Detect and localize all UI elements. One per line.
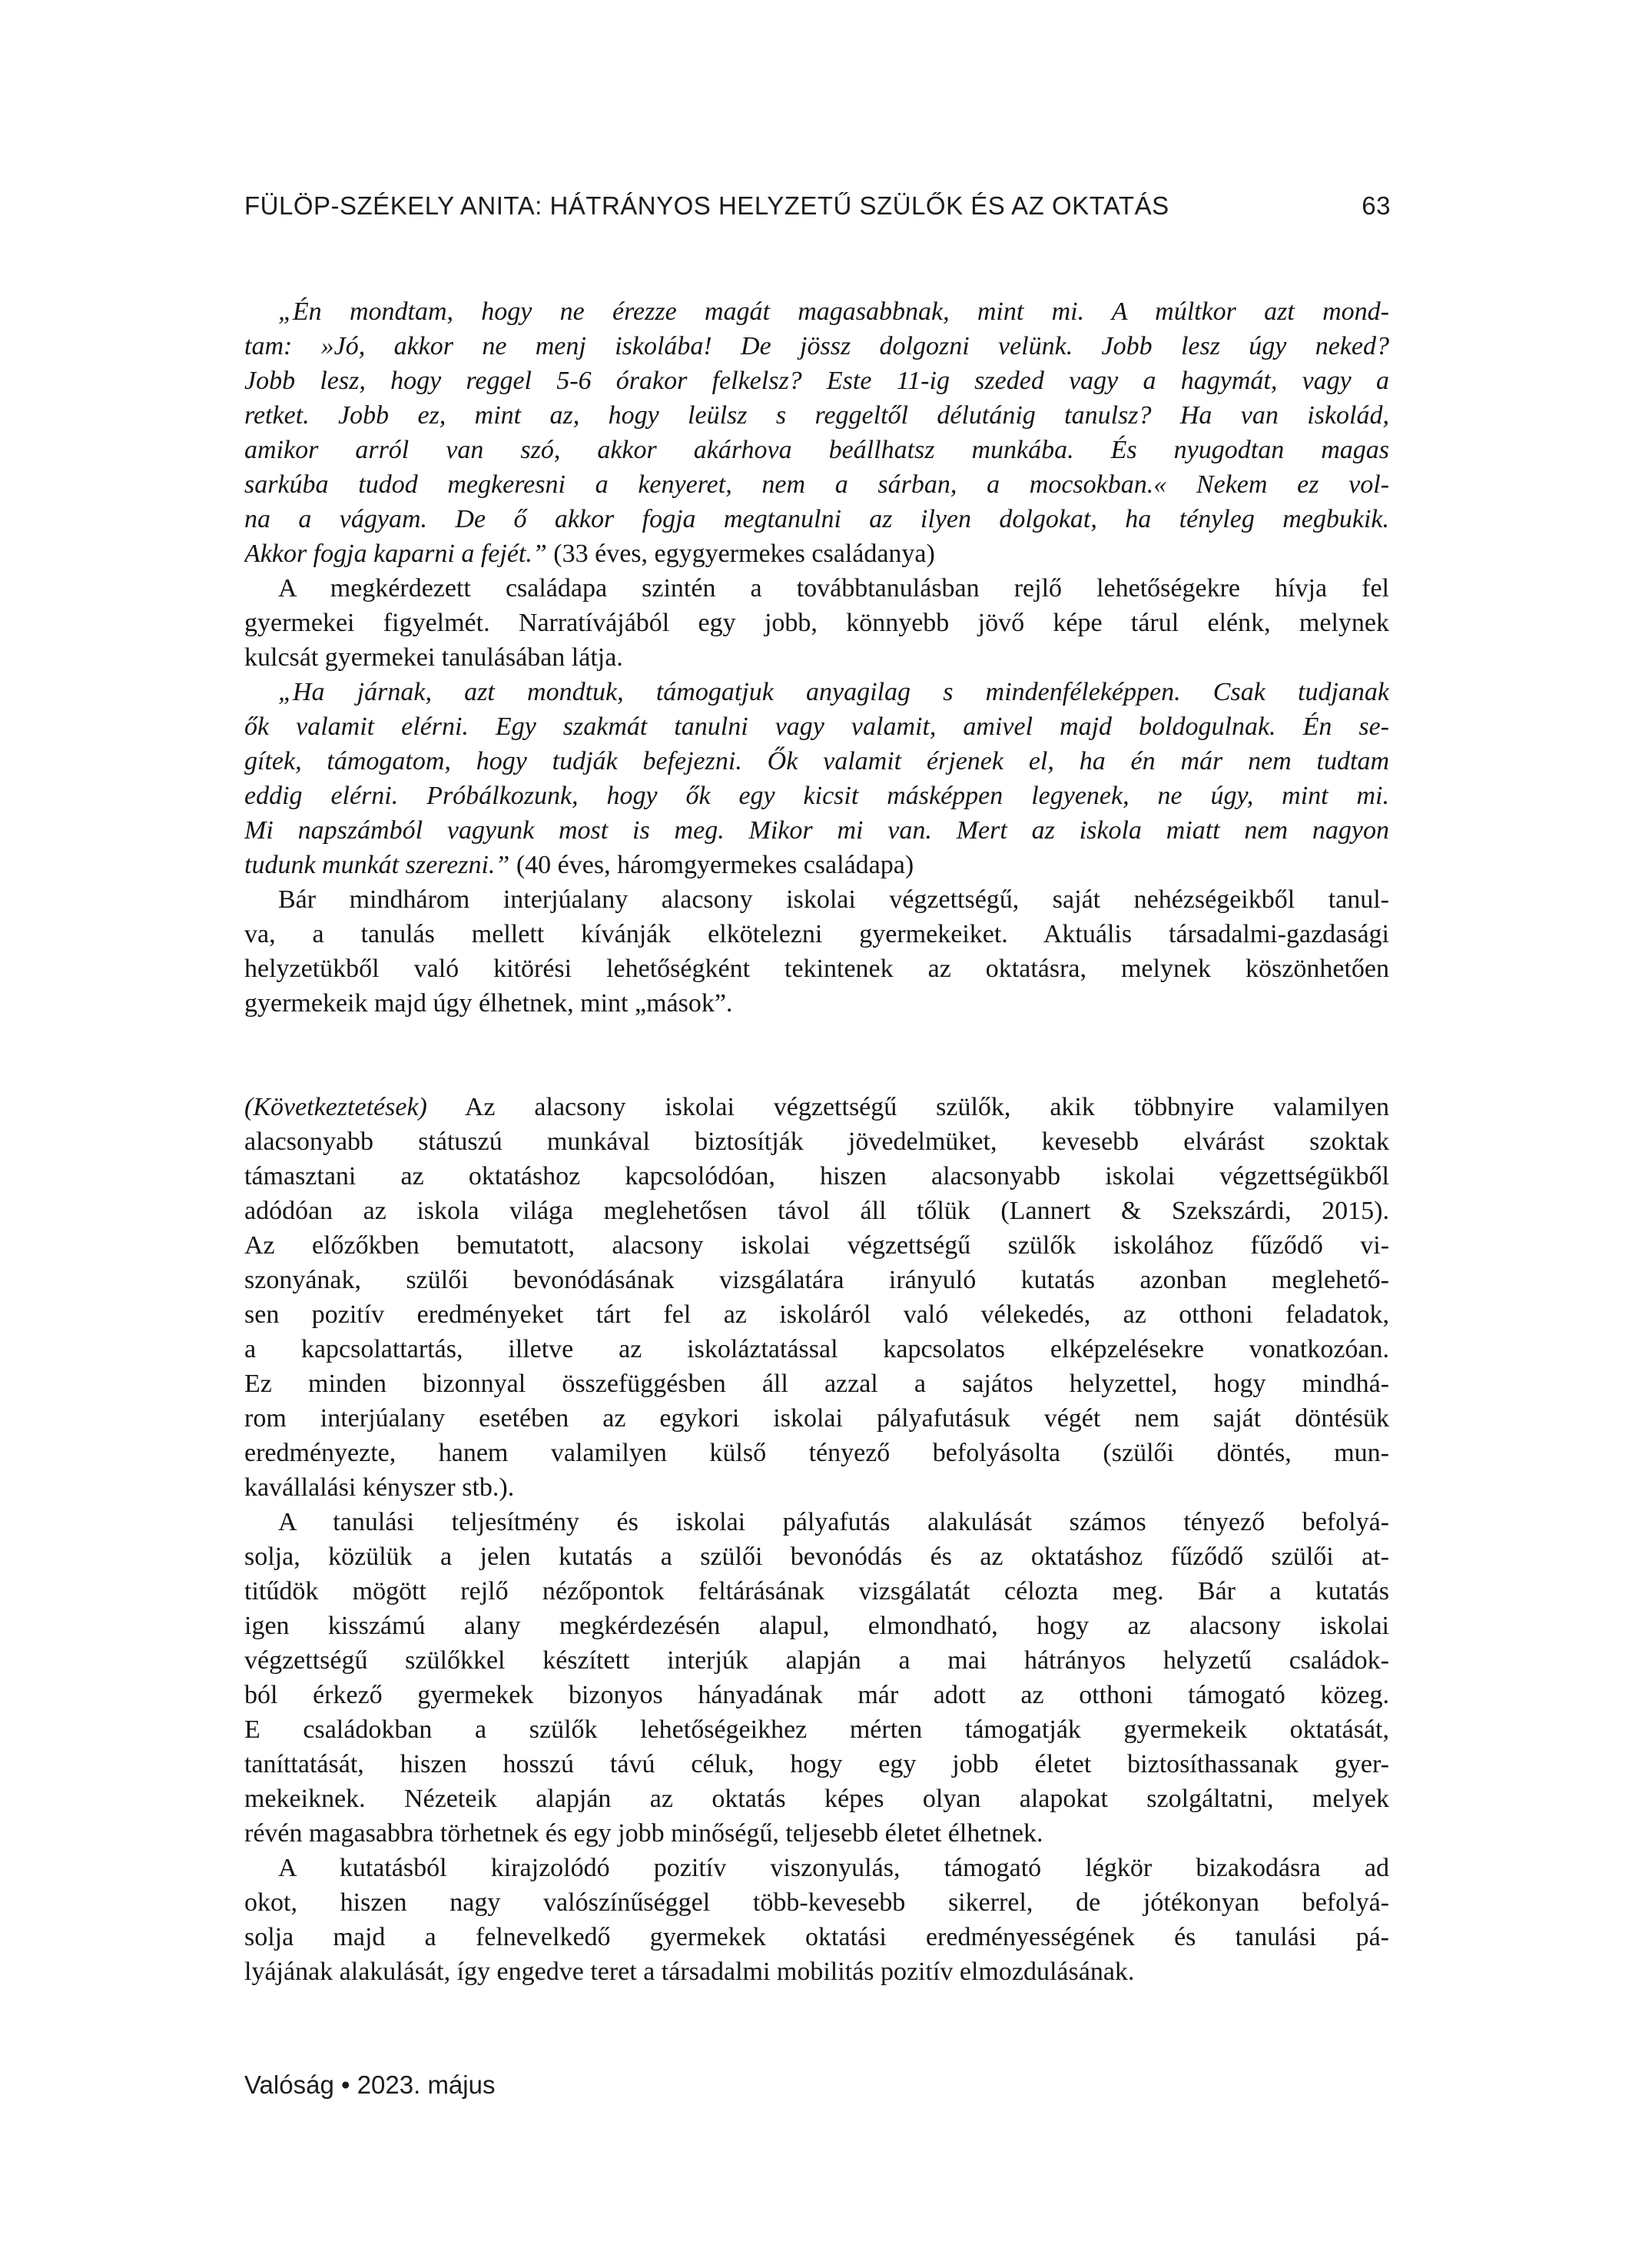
text-segment: igen kisszámú alany megkérdezésén alapul, elmondható, hogy az alacsony iskolai — [244, 1612, 1389, 1640]
text-segment: (33 éves, egygyermekes családanya) — [553, 540, 935, 568]
text-line — [244, 294, 1389, 329]
italic-text-segment: tam: »Jó, akkor ne menj iskolába! De jössz dolgozni velünk. Jobb lesz úgy neked? — [244, 332, 1389, 360]
paragraph — [244, 1851, 1389, 1989]
text-segment: va, a tanulás mellett kívánják elkötelezni gyermekeiket. Aktuális társadalmi-gazdasági — [244, 920, 1389, 948]
italic-text-segment: retket. Jobb ez, mint az, hogy leülsz s reggeltől délutánig tanulsz? Ha van iskolád, — [244, 401, 1389, 430]
text-segment: titűdök mögött rejlő nézőpontok feltárásának vizsgálatát célozta meg. Bár a kutatás — [244, 1577, 1389, 1606]
italic-text-segment: (Következtetések) — [244, 1093, 427, 1121]
text-line — [244, 364, 1389, 398]
text-segment: okot, hiszen nagy valószínűséggel több-kevesebb sikerrel, de jótékonyan befolyá- — [244, 1888, 1389, 1917]
text-segment: szonyának, szülői bevonódásának vizsgálatára irányuló kutatás azonban meglehető- — [244, 1266, 1389, 1294]
text-line — [244, 675, 1389, 709]
text-segment: solja, közülük a jelen kutatás a szülői bevonódás és az oktatáshoz fűződő szülői at- — [244, 1542, 1389, 1571]
italic-text-segment: sarkúba tudod megkeresni a kenyeret, nem a sárban, a mocsokban.« Nekem ez vol- — [244, 470, 1389, 499]
text-segment: helyzetükből való kitörési lehetőségként tekintenek az oktatásra, melynek köszönhetően — [244, 955, 1389, 983]
running-header — [244, 191, 1391, 221]
body-text — [244, 294, 1389, 1989]
text-line — [244, 502, 1389, 536]
text-segment: mekeiknek. Nézeteik alapján az oktatás képes olyan alapokat szolgáltatni, melyek — [244, 1785, 1389, 1813]
text-line — [244, 1609, 1389, 1643]
italic-text-segment: Mi napszámból vagyunk most is meg. Mikor mi van. Mert az iskola miatt nem nagyon — [244, 816, 1389, 845]
text-line — [244, 571, 1389, 606]
text-line — [244, 606, 1389, 640]
page-footer — [244, 2070, 495, 2100]
text-line — [244, 640, 1389, 675]
text-line — [244, 744, 1389, 779]
italic-text-segment: eddig elérni. Próbálkozunk, hogy ők egy kicsit másképpen legyenek, ne úgy, mint mi. — [244, 782, 1389, 810]
text-segment: gyermekei figyelmét. Narratívájából egy jobb, könnyebb jövő képe tárul elénk, melynek — [244, 609, 1389, 637]
italic-text-segment: Jobb lesz, hogy reggel 5-6 órakor felkelsz? Este 11-ig szeded vagy a hagymát, vagy a — [244, 367, 1389, 395]
italic-text-segment: tudunk munkát szerezni.” — [244, 851, 516, 879]
text-segment: solja majd a felnevelkedő gyermekek oktatási eredményességének és tanulási pá- — [244, 1923, 1389, 1951]
text-segment: rom interjúalany esetében az egykori iskolai pályafutásuk végét nem saját döntésük — [244, 1404, 1389, 1433]
text-line — [244, 1297, 1389, 1332]
paragraph — [244, 571, 1389, 675]
text-line — [244, 1574, 1389, 1609]
text-segment: ból érkező gyermekek bizonyos hányadának már adott az otthoni támogató közeg. — [244, 1681, 1389, 1709]
italic-text-segment: gítek, támogatom, hogy tudják befejezni. Ők valamit érjenek el, ha én már nem tudtam — [244, 747, 1389, 775]
text-line — [244, 986, 1389, 1021]
text-segment: E családokban a szülők lehetőségeikhez mérten támogatják gyermekeik oktatását, — [244, 1715, 1389, 1744]
text-line — [244, 1539, 1389, 1574]
text-segment: Az előzőkben bemutatott, alacsony iskolai végzettségű szülők iskolához fűződő vi- — [244, 1231, 1389, 1260]
text-segment: A megkérdezett családapa szintén a továbbtanulásban rejlő lehetőségekre hívja fel — [278, 574, 1389, 603]
text-segment: eredményezte, hanem valamilyen külső tényező befolyásolta (szülői döntés, mun- — [244, 1439, 1389, 1467]
text-line — [244, 1401, 1389, 1436]
text-line — [244, 882, 1389, 917]
text-segment: lyájának alakulását, így engedve teret a társadalmi mobilitás pozitív elmozdulásának. — [244, 1958, 1135, 1986]
text-line — [244, 917, 1389, 951]
text-segment: Az alacsony iskolai végzettségű szülők, akik többnyire valamilyen — [426, 1093, 1389, 1121]
text-line — [244, 1228, 1389, 1263]
text-segment: a kapcsolattartás, illetve az iskoláztatással kapcsolatos elképzelésekre vonatkozóan. — [244, 1335, 1389, 1363]
text-segment: sen pozitív eredményeket tárt fel az iskoláról való vélekedés, az otthoni feladatok, — [244, 1300, 1389, 1329]
text-segment: révén magasabbra törhetnek és egy jobb minőségű, teljesebb életet élhetnek. — [244, 1819, 1043, 1848]
text-line — [244, 1505, 1389, 1539]
paragraph — [244, 1505, 1389, 1851]
text-line — [244, 1816, 1389, 1851]
text-line — [244, 1954, 1389, 1989]
text-line — [244, 951, 1389, 986]
text-segment: alacsonyabb státuszú munkával biztosítják jövedelmüket, kevesebb elvárást szoktak — [244, 1127, 1389, 1156]
text-segment: kulcsát gyermekei tanulásában látja. — [244, 643, 623, 672]
text-line — [244, 1712, 1389, 1747]
text-line — [244, 1436, 1389, 1470]
text-segment: támasztani az oktatáshoz kapcsolódóan, hiszen alacsonyabb iskolai végzettségükből — [244, 1162, 1389, 1190]
text-line — [244, 709, 1389, 744]
text-line — [244, 779, 1389, 813]
text-line — [244, 1194, 1389, 1228]
text-line — [244, 813, 1389, 848]
text-line — [244, 1090, 1389, 1124]
text-segment: (40 éves, háromgyermekes családapa) — [516, 851, 914, 879]
text-line — [244, 1885, 1389, 1920]
running-header-title: FÜLÖP-SZÉKELY ANITA: HÁTRÁNYOS HELYZETŰ SZÜLŐK ÉS AZ OKTATÁS — [244, 191, 1169, 220]
text-line — [244, 398, 1389, 433]
text-line — [244, 1920, 1389, 1954]
text-line — [244, 1643, 1389, 1678]
text-segment: taníttatását, hiszen hosszú távú céluk, hogy egy jobb életet biztosíthassanak gyer- — [244, 1750, 1389, 1778]
text-line — [244, 848, 1389, 882]
paragraph — [244, 675, 1389, 882]
text-line — [244, 1678, 1389, 1712]
text-line — [244, 1124, 1389, 1159]
italic-text-segment: Akkor fogja kaparni a fejét.” — [244, 540, 554, 568]
text-segment: gyermekeik majd úgy élhetnek, mint „mások”. — [244, 989, 733, 1018]
italic-text-segment: amikor arról van szó, akkor akárhova beállhatsz munkába. És nyugodtan magas — [244, 436, 1389, 464]
text-line — [244, 1747, 1389, 1782]
italic-text-segment: ők valamit elérni. Egy szakmát tanulni vagy valamit, amivel majd boldogulnak. Én se- — [244, 712, 1389, 741]
text-line — [244, 1159, 1389, 1194]
text-line — [244, 467, 1389, 502]
text-line — [244, 1851, 1389, 1885]
italic-text-segment: „Ha járnak, azt mondtuk, támogatjuk anyagilag s mindenféleképpen. Csak tudjanak — [278, 678, 1389, 706]
text-line — [244, 1366, 1389, 1401]
text-line — [244, 1470, 1389, 1505]
text-line — [244, 1782, 1389, 1816]
text-segment: adódóan az iskola világa meglehetősen távol áll tőlük (Lannert & Szekszárdi, 2015). — [244, 1197, 1389, 1225]
italic-text-segment: „Én mondtam, hogy ne érezze magát magasabbnak, mint mi. A múltkor azt mond- — [278, 297, 1389, 326]
text-segment: Ez minden bizonnyal összefüggésben áll azzal a sajátos helyzettel, hogy mindhá- — [244, 1370, 1389, 1398]
text-segment: kavállalási kényszer stb.). — [244, 1473, 515, 1502]
text-line — [244, 1332, 1389, 1366]
text-line — [244, 1263, 1389, 1297]
paragraph — [244, 294, 1389, 571]
italic-text-segment: na a vágyam. De ő akkor fogja megtanulni az ilyen dolgokat, ha tényleg megbukik. — [244, 505, 1389, 533]
text-segment: A kutatásból kirajzolódó pozitív viszonyulás, támogató légkör bizakodásra ad — [278, 1854, 1389, 1882]
text-line — [244, 329, 1389, 364]
paragraph — [244, 1090, 1389, 1505]
text-segment: végzettségű szülőkkel készített interjúk alapján a mai hátrányos helyzetű családok- — [244, 1646, 1389, 1675]
paragraph — [244, 882, 1389, 1021]
text-segment: A tanulási teljesítmény és iskolai pályafutás alakulását számos tényező befolyá- — [278, 1508, 1389, 1536]
text-segment: Bár mindhárom interjúalany alacsony iskolai végzettségű, saját nehézségeikből tanul- — [278, 885, 1389, 914]
footer-journal-issue: Valóság • 2023. május — [244, 2070, 496, 2099]
page-number: 63 — [1362, 191, 1391, 220]
text-line — [244, 433, 1389, 467]
text-line — [244, 536, 1389, 571]
